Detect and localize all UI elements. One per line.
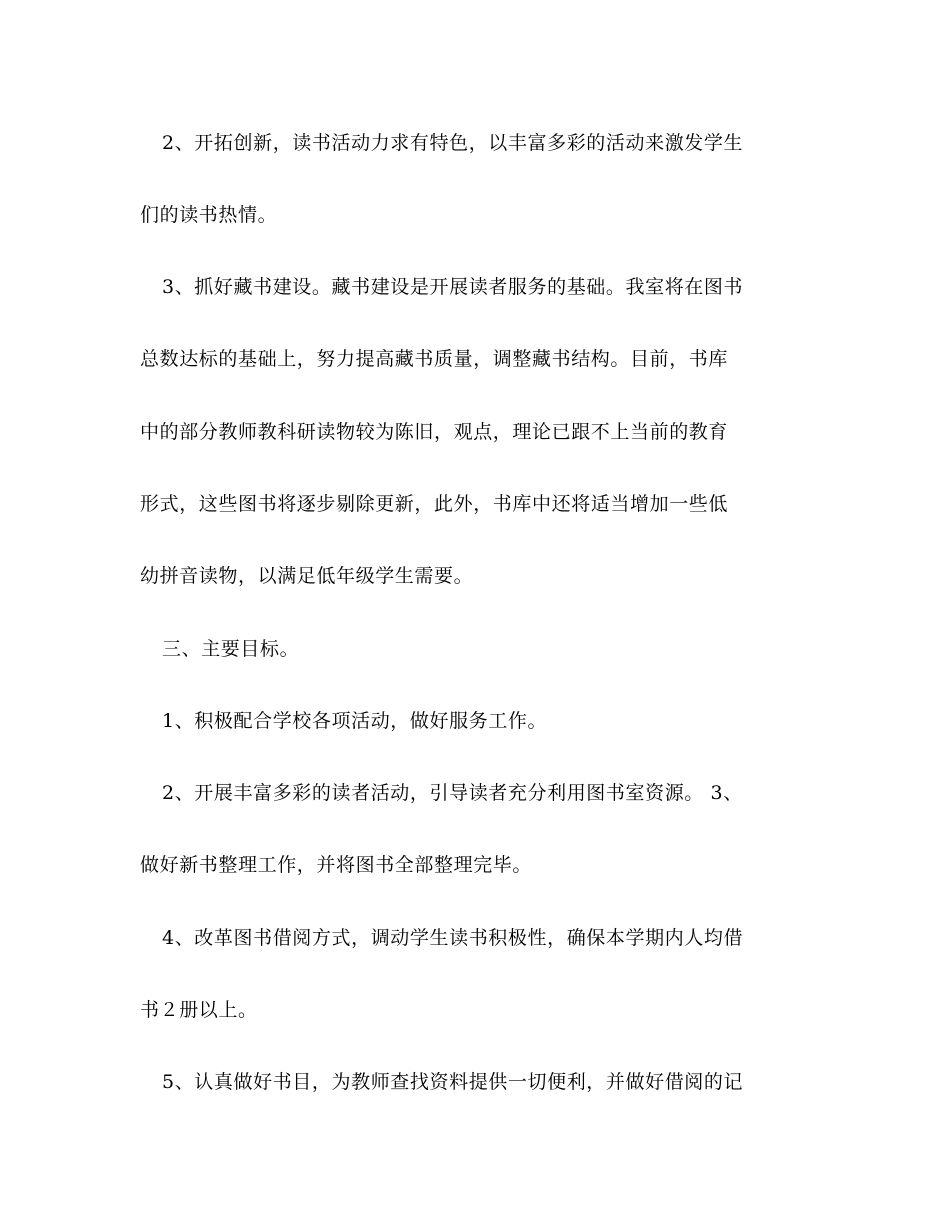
paragraph-line: 幼拼音读物，以满足低年级学生需要。 [140, 565, 474, 587]
paragraph-line: 中的部分教师教科研读物较为陈旧，观点，理论已跟不上当前的教育 [140, 421, 729, 443]
paragraph-line: 4、改革图书借阅方式，调动学生读书积极性，确保本学期内人均借 [162, 927, 744, 949]
section-heading: 三、主要目标。 [162, 638, 300, 660]
paragraph-line: 2、开拓创新，读书活动力求有特色，以丰富多彩的活动来激发学生 [162, 132, 744, 154]
paragraph-line: 2、开展丰富多彩的读者活动，引导读者充分利用图书室资源。 3、 [162, 782, 743, 804]
paragraph-line: 做好新书整理工作，并将图书全部整理完毕。 [140, 854, 533, 876]
paragraph-line: 总数达标的基础上，努力提高藏书质量，调整藏书结构。目前，书库 [140, 348, 729, 370]
paragraph-line: 们的读书热情。 [140, 204, 278, 226]
paragraph-line: 3、抓好藏书建设。藏书建设是开展读者服务的基础。我室将在图书 [162, 276, 744, 298]
paragraph-line: 5、认真做好书目，为教师查找资料提供一切便利，并做好借阅的记 [162, 1071, 744, 1093]
paragraph-line: 形式，这些图书将逐步剔除更新，此外，书库中还将适当增加一些低 [140, 493, 729, 515]
paragraph-line: 书２册以上。 [140, 999, 258, 1021]
paragraph-line: 1、积极配合学校各项活动，做好服务工作。 [162, 710, 548, 732]
